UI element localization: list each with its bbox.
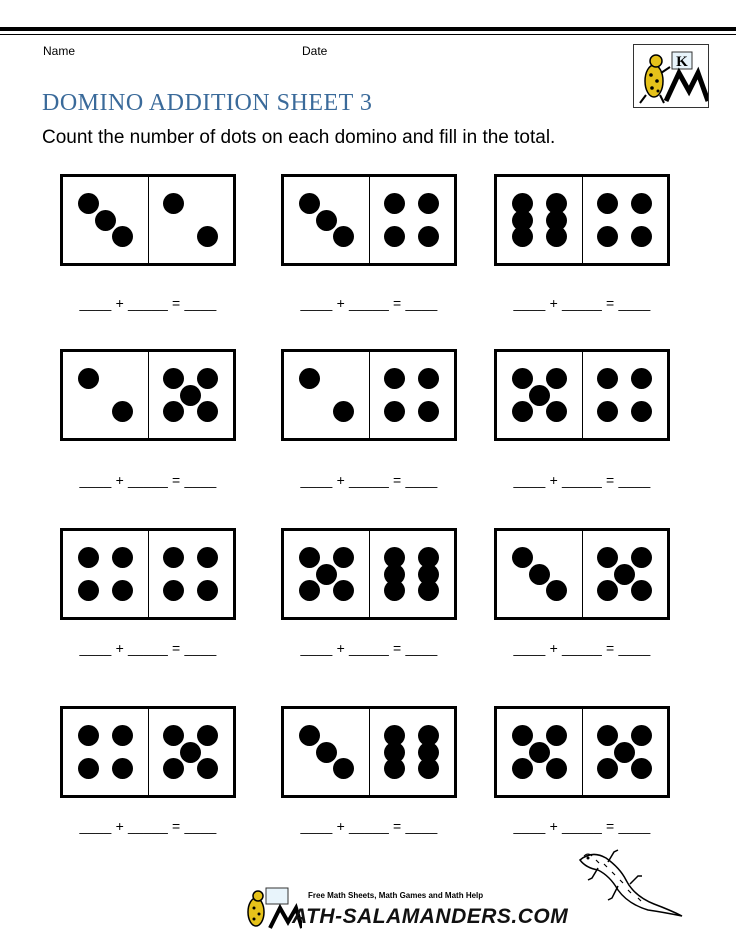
- domino-divider: [369, 177, 370, 263]
- domino-dot: [631, 226, 652, 247]
- domino-dot: [631, 580, 652, 601]
- domino-dot: [163, 401, 184, 422]
- salamander-k-icon: [634, 45, 708, 107]
- domino-dot: [299, 580, 320, 601]
- domino-dot: [163, 368, 184, 389]
- domino-dot: [299, 547, 320, 568]
- domino-dot: [418, 758, 439, 779]
- domino-dot: [78, 725, 99, 746]
- domino-dot: [197, 401, 218, 422]
- domino-dot: [546, 758, 567, 779]
- domino-dot: [418, 193, 439, 214]
- domino-dot: [384, 226, 405, 247]
- domino-dot: [197, 758, 218, 779]
- domino: [494, 349, 670, 441]
- logo-letter: K: [676, 54, 688, 70]
- equation-blank[interactable]: ____ + _____ = ____: [513, 472, 651, 488]
- equation-blank[interactable]: ____ + _____ = ____: [513, 640, 651, 656]
- domino-dot: [529, 564, 550, 585]
- domino-dot: [78, 368, 99, 389]
- domino-dot: [512, 401, 533, 422]
- domino-divider: [582, 352, 583, 438]
- domino: [281, 349, 457, 441]
- domino-dot: [512, 547, 533, 568]
- domino-dot: [333, 758, 354, 779]
- domino-dot: [512, 758, 533, 779]
- domino-dot: [384, 580, 405, 601]
- domino-dot: [163, 547, 184, 568]
- domino-dot: [299, 725, 320, 746]
- domino-dot: [597, 368, 618, 389]
- domino-dot: [631, 725, 652, 746]
- domino-dot: [299, 193, 320, 214]
- domino-dot: [614, 564, 635, 585]
- domino-divider: [148, 709, 149, 795]
- domino-dot: [180, 385, 201, 406]
- domino-dot: [333, 226, 354, 247]
- domino-dot: [384, 368, 405, 389]
- domino: [60, 706, 236, 798]
- domino-dot: [418, 226, 439, 247]
- equation-blank[interactable]: ____ + _____ = ____: [300, 472, 438, 488]
- domino-divider: [148, 177, 149, 263]
- domino-dot: [512, 368, 533, 389]
- domino-dot: [78, 758, 99, 779]
- domino-dot: [597, 580, 618, 601]
- domino: [60, 174, 236, 266]
- equation-blank[interactable]: ____ + _____ = ____: [300, 295, 438, 311]
- domino-dot: [316, 564, 337, 585]
- domino-dot: [597, 193, 618, 214]
- domino-dot: [112, 547, 133, 568]
- domino: [281, 174, 457, 266]
- domino-dot: [333, 547, 354, 568]
- domino-dot: [546, 580, 567, 601]
- domino-dot: [163, 580, 184, 601]
- domino: [494, 706, 670, 798]
- domino-dot: [597, 547, 618, 568]
- equation-blank[interactable]: ____ + _____ = ____: [79, 295, 217, 311]
- domino-dot: [597, 758, 618, 779]
- domino-dot: [78, 547, 99, 568]
- header-rule-thin: [0, 34, 736, 35]
- domino: [281, 706, 457, 798]
- domino: [281, 528, 457, 620]
- domino-dot: [631, 401, 652, 422]
- domino-dot: [316, 742, 337, 763]
- domino-dot: [197, 368, 218, 389]
- domino: [60, 349, 236, 441]
- domino-dot: [546, 401, 567, 422]
- domino-dot: [418, 580, 439, 601]
- domino-dot: [78, 193, 99, 214]
- domino-dot: [163, 193, 184, 214]
- equation-blank[interactable]: ____ + _____ = ____: [300, 640, 438, 656]
- domino-dot: [299, 368, 320, 389]
- domino-dot: [597, 401, 618, 422]
- domino-dot: [163, 725, 184, 746]
- domino: [494, 174, 670, 266]
- domino-dot: [95, 210, 116, 231]
- equation-blank[interactable]: ____ + _____ = ____: [79, 818, 217, 834]
- domino-dot: [163, 758, 184, 779]
- domino-dot: [631, 368, 652, 389]
- date-label: Date: [302, 44, 328, 58]
- domino-dot: [631, 193, 652, 214]
- domino-dot: [112, 580, 133, 601]
- domino-dot: [512, 226, 533, 247]
- domino-dot: [418, 401, 439, 422]
- domino-dot: [384, 193, 405, 214]
- domino-dot: [546, 226, 567, 247]
- k-level-logo: [633, 44, 709, 108]
- footer-tagline: Free Math Sheets, Math Games and Math Help: [308, 891, 484, 900]
- domino-dot: [512, 725, 533, 746]
- domino-dot: [78, 580, 99, 601]
- domino-dot: [197, 580, 218, 601]
- domino-divider: [369, 531, 370, 617]
- name-label: Name: [43, 44, 76, 58]
- domino: [494, 528, 670, 620]
- domino-dot: [180, 742, 201, 763]
- domino-dot: [418, 368, 439, 389]
- domino-dot: [546, 368, 567, 389]
- header-rule-thick: [0, 27, 736, 31]
- domino-dot: [631, 547, 652, 568]
- domino-dot: [316, 210, 337, 231]
- instructions: Count the number of dots on each domino and fill in the total.: [42, 127, 556, 148]
- domino-divider: [582, 531, 583, 617]
- domino-divider: [148, 531, 149, 617]
- domino-dot: [197, 226, 218, 247]
- domino-dot: [112, 401, 133, 422]
- domino-dot: [597, 725, 618, 746]
- domino-dot: [197, 547, 218, 568]
- salamander-icon: [574, 846, 684, 923]
- domino-dot: [546, 725, 567, 746]
- domino-dot: [384, 401, 405, 422]
- domino-dot: [529, 385, 550, 406]
- domino-dot: [112, 226, 133, 247]
- domino-dot: [384, 758, 405, 779]
- domino-divider: [369, 709, 370, 795]
- domino-dot: [614, 742, 635, 763]
- equation-blank[interactable]: ____ + _____ = ____: [513, 818, 651, 834]
- equation-blank[interactable]: ____ + _____ = ____: [513, 295, 651, 311]
- domino-divider: [148, 352, 149, 438]
- domino-dot: [333, 580, 354, 601]
- domino: [60, 528, 236, 620]
- domino-divider: [369, 352, 370, 438]
- equation-blank[interactable]: ____ + _____ = ____: [79, 472, 217, 488]
- equation-blank[interactable]: ____ + _____ = ____: [300, 818, 438, 834]
- domino-dot: [197, 725, 218, 746]
- equation-blank[interactable]: ____ + _____ = ____: [79, 640, 217, 656]
- domino-divider: [582, 177, 583, 263]
- footer-brand: ATH-SALAMANDERS.COM: [292, 905, 569, 928]
- domino-dot: [112, 725, 133, 746]
- domino-dot: [631, 758, 652, 779]
- domino-dot: [529, 742, 550, 763]
- domino-dot: [333, 401, 354, 422]
- domino-dot: [112, 758, 133, 779]
- domino-dot: [597, 226, 618, 247]
- domino-divider: [582, 709, 583, 795]
- page-title: DOMINO ADDITION SHEET 3: [42, 90, 373, 116]
